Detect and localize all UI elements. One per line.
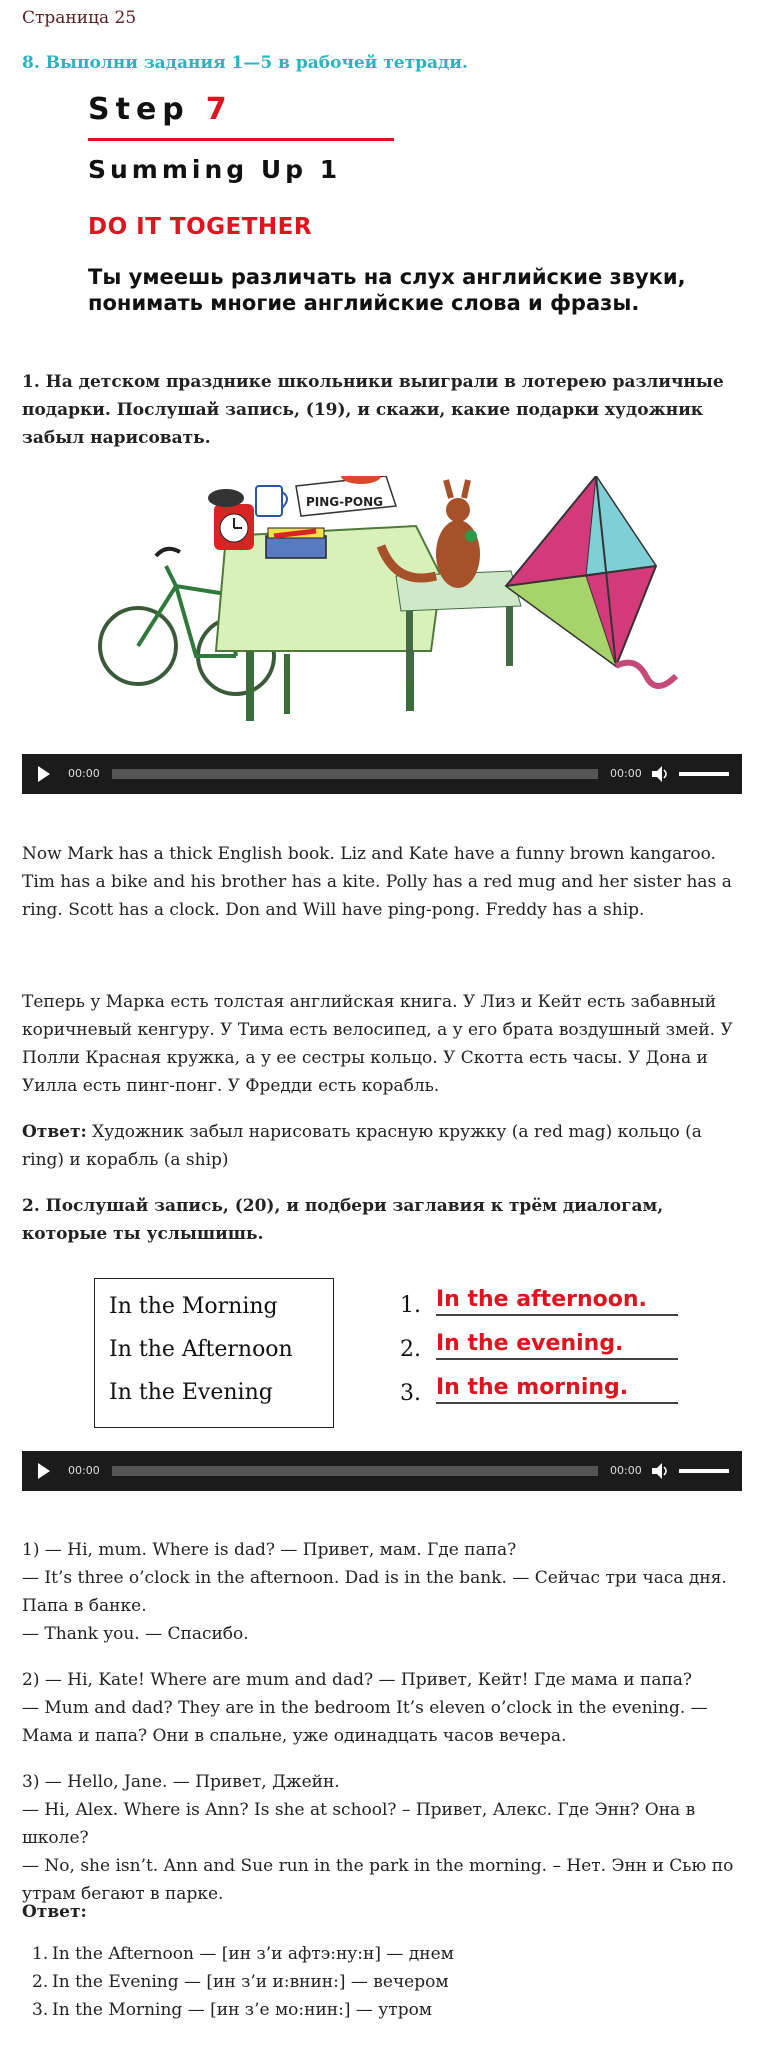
answer-line [436,1314,678,1316]
list-text: In the Evening — [ин з’и и:внин:] — вечером [52,1972,449,1992]
dialog-line: 3) — Hello, Jane. — Привет, Джейн. [22,1772,340,1792]
volume-icon[interactable] [652,766,670,782]
written-answer-row [400,1374,700,1418]
seek-bar[interactable] [112,1466,598,1476]
exercise1-prompt: 1. На детском празднике школьники выиграли в лотерею различные подарки. Послушай запись, (19), и скажи, какие подарки художник забыл нарисовать. [22,372,724,448]
list-number: 3. [32,2000,49,2020]
answer-2-label: Ответ: [22,1902,87,1922]
dialog-3 [22,1768,742,1908]
list-item [22,1940,742,1968]
current-time: 00:00 [68,767,100,780]
section-title: Summing Up 1 [88,155,342,184]
answer-1 [22,1118,742,1174]
dialog-line: — It’s three o’clock in the afternoon. Dad is in the bank. — Сейчас три часа дня. Папа в банке. [22,1568,727,1616]
audio-player-2 [22,1451,742,1491]
task-heading: 8. Выполни задания 1—5 в рабочей тетради. [22,53,468,73]
audio-player-1 [22,754,742,794]
written-answers [400,1286,700,1418]
clock-drawing [208,489,254,550]
title-evening: In the Evening [109,1380,273,1405]
answer-number: 3. [400,1381,421,1406]
titles-box [94,1278,334,1428]
duration: 00:00 [610,767,642,780]
dialog-line: 2) — Hi, Kate! Where are mum and dad? — Привет, Кейт! Где мама и папа? [22,1670,693,1690]
list-number: 2. [32,1972,49,1992]
answer-line [436,1358,678,1360]
list-text: In the Afternoon — [ин з’и афтэ:ну:н] — днем [52,1944,454,1964]
answer-handwritten: In the morning. [436,1375,629,1400]
english-text: Now Mark has a thick English book. Liz and Kate have a funny brown kangaroo. Tim has a bike and his brother has a kite. Polly has a red mug and her sister has a ring. Scott has a clock. Don and Will have ping-pong. Freddy has a ship. [22,844,732,920]
exercise2-prompt: 2. Послушай запись, (20), и подбери заглавия к трём диалогам, которые ты услышишь. [22,1196,664,1244]
russian-text: Теперь у Марка есть толстая английская книга. У Лиз и Кейт есть забавный коричневый кенгуру. У Тима есть велосипед, а у его брата воздушный змей. У Полли Красная кружка, а у ее сестры кольцо. У Скотта есть часы. У Дона и Уилла есть пинг-понг. У Фредди есть корабль. [22,992,733,1096]
page-number: Страница 25 [22,8,137,28]
play-icon[interactable] [38,1463,50,1479]
dialog-line: — No, she isn’t. Ann and Sue run in the park in the morning. – Нет. Энн и Сью по утрам бегают в парке. [22,1856,734,1904]
answer-handwritten: In the afternoon. [436,1287,647,1312]
volume-icon[interactable] [652,1463,670,1479]
title-afternoon: In the Afternoon [109,1337,293,1362]
mug-drawing [256,486,287,516]
seek-bar[interactable] [112,769,598,779]
answer-label: Ответ: [22,1122,87,1142]
volume-slider[interactable] [679,1469,729,1473]
answer-handwritten: In the evening. [436,1331,624,1356]
step-title [88,92,233,127]
list-item [22,1996,742,2024]
answer-number: 2. [400,1337,421,1362]
list-item [22,1968,742,1996]
do-it-together: DO IT TOGETHER [88,214,313,240]
textbook-step-image [88,92,688,356]
title-morning: In the Morning [109,1294,278,1319]
volume-slider[interactable] [679,772,729,776]
dialog-1 [22,1536,742,1648]
answer-line [436,1402,678,1404]
skills-text: Ты умеешь различать на слух английские звуки, понимать многие английские слова и фразы. [88,265,686,315]
kite-drawing [506,476,676,686]
current-time: 00:00 [68,1464,100,1477]
dialog-line: 1) — Hi, mum. Where is dad? — Привет, мам. Где папа? [22,1540,517,1560]
dialog-line: — Thank you. — Спасибо. [22,1624,249,1644]
answer-text: Художник забыл нарисовать красную кружку (a red mag) кольцо (a ring) и корабль (a ship) [22,1122,702,1170]
prizes-illustration [96,476,696,726]
ping-pong-box [296,476,396,516]
written-answer-row [400,1330,700,1374]
dialog-line: — Hi, Alex. Where is Ann? Is she at school? – Привет, Алекс. Где Энн? Она в школе? [22,1800,696,1848]
ping-pong-label: PING-PONG [306,495,384,509]
dialog-2 [22,1666,742,1750]
play-icon[interactable] [38,766,50,782]
list-number: 1. [32,1944,49,1964]
duration: 00:00 [610,1464,642,1477]
book-drawing [266,528,326,558]
answer-number: 1. [400,1293,421,1318]
step-word: Step [88,92,190,127]
step-underline [88,138,394,141]
list-text: In the Morning — [ин з’е мо:нин:] — утром [52,2000,433,2020]
written-answer-row [400,1286,700,1330]
step-number: 7 [205,92,233,127]
dialog-line: — Mum and dad? They are in the bedroom It’s eleven o’clock in the evening. — Мама и папа? Они в спальне, уже одинадцать часов вечера. [22,1698,708,1746]
final-answers-list [22,1940,742,2024]
